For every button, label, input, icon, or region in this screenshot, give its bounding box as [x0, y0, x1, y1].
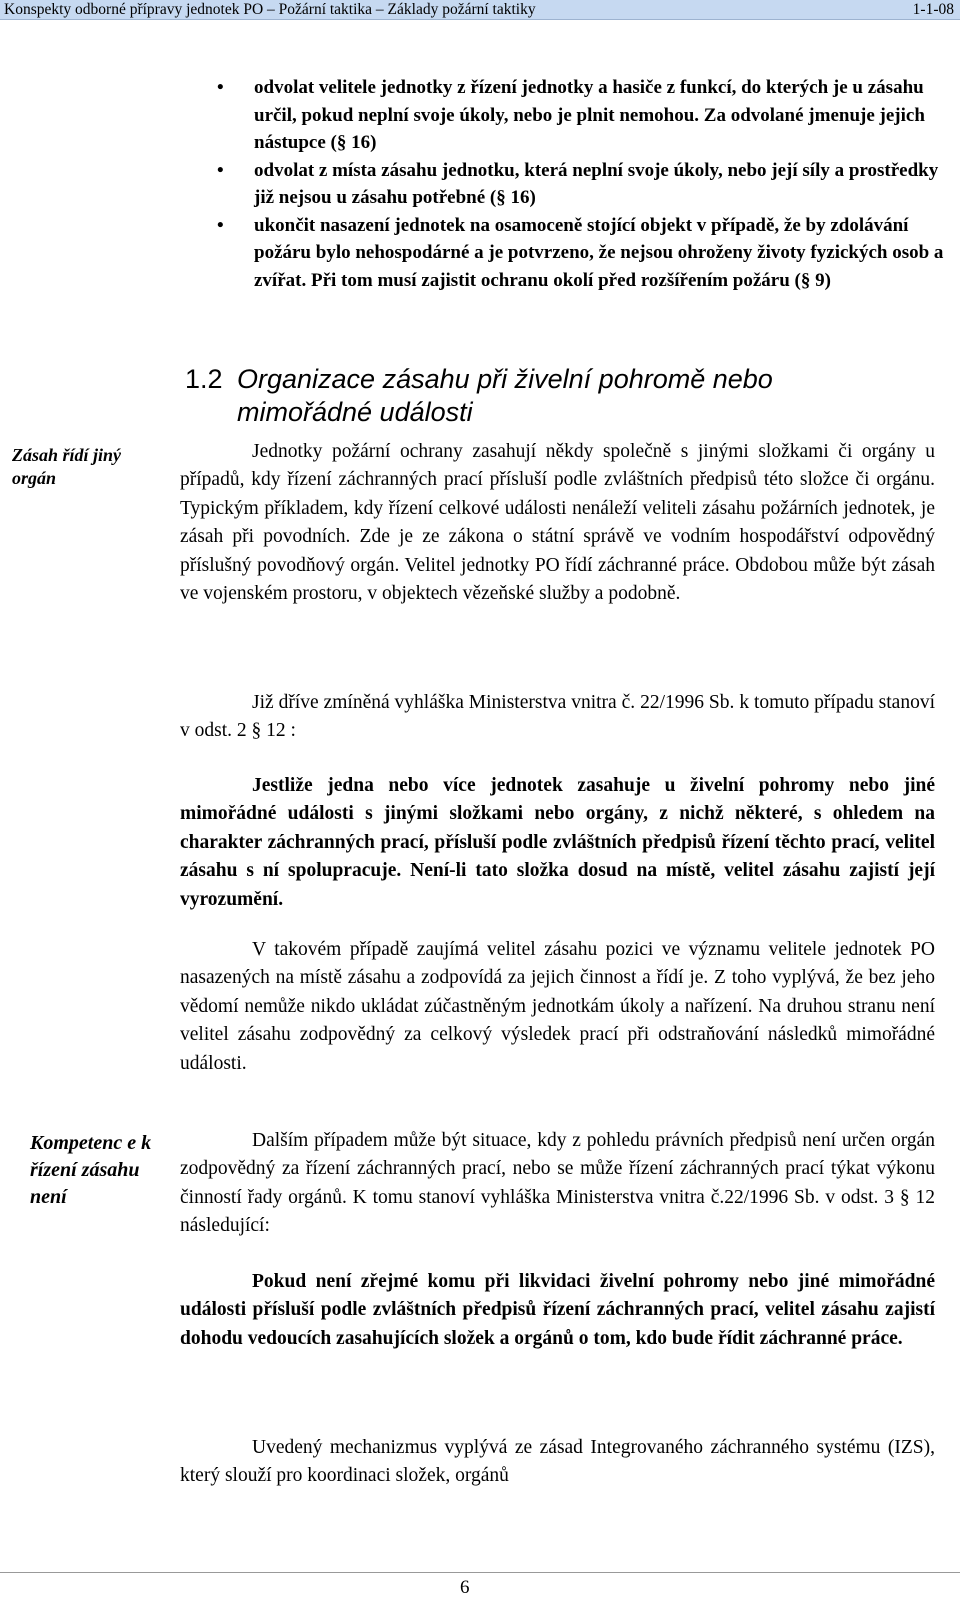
paragraph-2: Již dříve zmíněná vyhláška Ministerstva vnitra č. 22/1996 Sb. k tomuto případu stanoví v odst. 2 § 12 : [180, 692, 935, 742]
paragraph-7: Uvedený mechanizmus vyplývá ze zásad Integrovaného záchranného systému (IZS), který slouží pro koordinaci složek, orgánů [180, 1437, 935, 1487]
bullet-icon: • [217, 214, 224, 236]
section-heading [185, 363, 955, 429]
bullet-icon: • [217, 77, 224, 98]
paragraph-1: Jednotky požární ochrany zasahují někdy společně s jinými složkami či orgány u případů, kdy řízení záchranných prací přísluší podle zvláštních předpisů této složce či orgánu. Typickým příkladem, kdy řízení celkové události nenáleží veliteli zásahu požárních jednotek, je zásah při povodních. Zde je ze zákona o státní správě ve vodním hospodářství odpovědný příslušný povodňový orgán. Velitel jednotky PO řídí záchranné práce. Obdobou může být zásah ve vojenském prostoru, v objektech vězeňské služby a podobně. [180, 441, 935, 605]
bullet-text: ukončit nasazení jednotek na osamoceně stojící objekt v případě, že by zdolávání požáru bylo nehospodárné a je potvrzeno, že nejsou ohroženy životy fyzických osob a zvířat. Při tom musí zajistit ochranu okolí před rozšířením požáru (§ 9) [254, 214, 944, 291]
section-title-line1: Organizace zásahu při živelní pohromě nebo [237, 364, 773, 394]
bullet-text: odvolat velitele jednotky z řízení jednotky a hasiče z funkcí, do kterých je u zásahu určil, pokud neplní svoje úkoly, nebo je plnit nemohou. Za odvolané jmenuje jejich nástupce (§ 16) [254, 77, 925, 153]
bullet-list [207, 74, 959, 294]
header-code: 1-1-08 [912, 1, 954, 18]
bullet-text: odvolat z místa zásahu jednotku, která neplní svoje úkoly, nebo její síly a prostředky již nejsou u zásahu potřebné (§ 16) [254, 159, 939, 208]
margin-note-zasah: Zásah řídí jiný orgán [12, 445, 122, 488]
paragraph-6-quote: Pokud není zřejmé komu při likvidaci živelní pohromy nebo jiné mimořádné události přísluší podle zvláštních předpisů řízení záchranných prací, velitel zásahu zajistí dohodu vedoucích zasahujících složek a orgánů o tom, kdo bude řídit záchranné práce. [180, 1271, 935, 1349]
header-title: Konspekty odborné přípravy jednotek PO – Požární taktika – Základy požární taktiky [4, 1, 536, 18]
section-number: 1.2 [185, 364, 223, 394]
page-header [0, 0, 960, 20]
margin-note-kompetence: Kompetenc e k řízení zásahu není [30, 1132, 152, 1208]
paragraph-5: Dalším případem může být situace, kdy z pohledu právních předpisů není určen orgán zodpovědný za řízení záchranných prací, nebo se může řízení záchranných prací týkat výkonu činností řady orgánů. K tomu stanoví vyhláška Ministerstva vnitra č.22/1996 Sb. v odst. 3 § 12 následující: [180, 1130, 935, 1237]
bullet-icon: • [217, 159, 224, 181]
list-item [207, 74, 959, 157]
list-item [207, 212, 959, 295]
paragraph-4: V takovém případě zaujímá velitel zásahu pozici ve významu velitele jednotek PO nasazených na místě zásahu a zodpovídá za jejich činnost a řídí je. Z toho vyplývá, že bez jeho vědomí nemůže nikdo ukládat zúčastněným jednotkám úkoly a nařízení. Na druhou stranu není velitel zásahu zodpovědný za celkový výsledek prací při odstraňování následků mimořádné události. [180, 939, 935, 1074]
page-number: 6 [460, 1577, 470, 1598]
section-title-line2: mimořádné události [237, 397, 473, 427]
paragraph-3-quote: Jestliže jedna nebo více jednotek zasahuje u živelní pohromy nebo jiné mimořádné události s jinými složkami nebo orgány, z nichž některé, s ohledem na charakter záchranných prací, přísluší podle zvláštních předpisů řízení těchto prací, velitel zásahu s ní spolupracuje. Není-li tato složka dosud na místě, velitel zásahu zajistí její vyrozumění. [180, 775, 935, 910]
list-item [207, 157, 959, 212]
page-footer [0, 1572, 960, 1610]
